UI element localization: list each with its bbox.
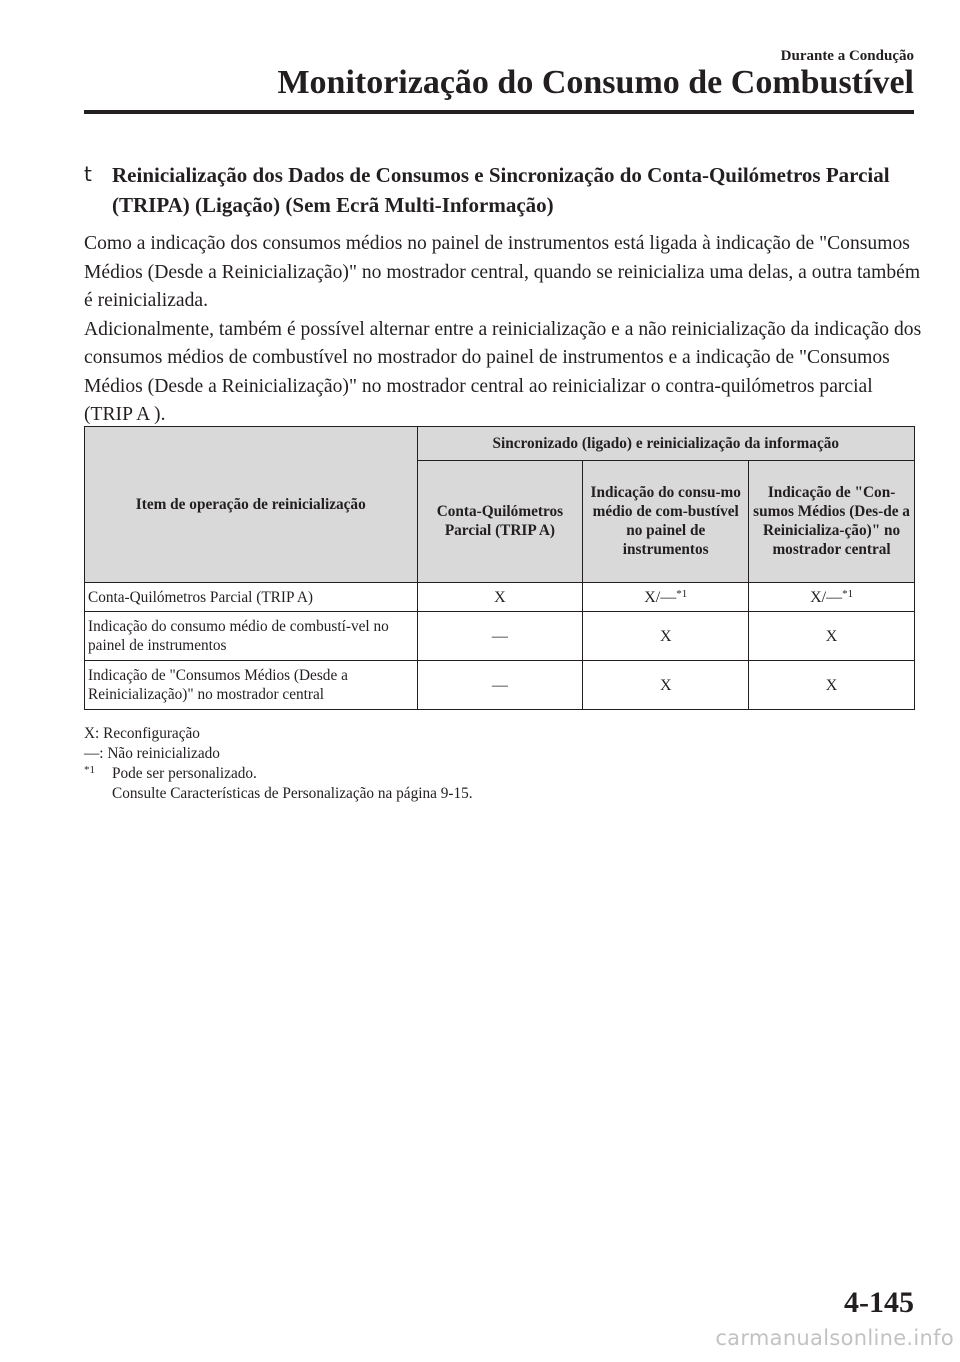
row-label: Indicação do consumo médio de combustí-vel no painel de instrumentos xyxy=(85,612,418,661)
cell-value: X xyxy=(749,612,915,661)
table-row xyxy=(85,661,915,710)
body-text xyxy=(84,230,924,430)
footnote xyxy=(84,764,784,784)
reset-sync-table xyxy=(84,426,915,710)
section-label: Durante a Condução xyxy=(780,48,914,64)
page-number: 4-145 xyxy=(844,1286,914,1319)
section-heading: Reinicialização dos Dados de Consumos e Sincronização do Conta-Quilómetros Parcial (TRIPA) (Ligação) (Sem Ecrã Multi-Informação) xyxy=(112,163,890,217)
footnote-ref: *1 xyxy=(842,587,854,600)
cell-value: — xyxy=(417,612,583,661)
footnote-text: Pode ser personalizado. xyxy=(112,765,257,782)
cell-value: X/—$^{*1}$ xyxy=(749,583,915,612)
cell-value: X xyxy=(749,661,915,710)
cell-value: X/—$^{*1}$ xyxy=(583,583,749,612)
header-divider xyxy=(84,110,914,114)
row-label: Indicação de "Consumos Médios (Desde a Reinicialização)" no mostrador central xyxy=(85,661,418,710)
cell-value: X xyxy=(417,583,583,612)
header-operation-item: Item de operação de reinicialização xyxy=(85,427,418,583)
row-label: Conta-Quilómetros Parcial (TRIP A) xyxy=(85,583,418,612)
footnote-ref: *1 xyxy=(676,587,688,600)
paragraph-2: Adicionalmente, também é possível alternar entre a reinicialização e a não reinicialização da indicação dos consumos médios de combustível no mostrador do painel de instrumentos e a indicação de "Consumos Médios (Desde a Reinicialização)" no mostrador central ao reinicializar o contra-quilómetros parcial (TRIP A ). xyxy=(84,318,922,425)
section-marker-icon: t xyxy=(84,162,92,186)
footnote-mark: *1 xyxy=(84,764,95,776)
legend-dash: —: Não reinicializado xyxy=(84,745,220,762)
header-trip-a: Conta-Quilómetros Parcial (TRIP A) xyxy=(417,460,583,582)
footnote-reference: Consulte Características de Personalização na página 9-15. xyxy=(112,785,473,802)
page-title: Monitorização do Consumo de Combustível xyxy=(277,64,914,101)
cell-value: X xyxy=(583,661,749,710)
legend-x: X: Reconfiguração xyxy=(84,725,200,742)
cell-value: — xyxy=(417,661,583,710)
paragraph-1: Como a indicação dos consumos médios no painel de instrumentos está ligada à indicação de "Consumos Médios (Desde a Reinicialização)" no mostrador central, quando se reinicializa uma delas, a outra também é reinicializada. xyxy=(84,233,921,311)
table-row xyxy=(85,583,915,612)
header-center-display: Indicação de "Con-sumos Médios (Des-de a Reinicializa-ção)" no mostrador central xyxy=(749,460,915,582)
cell-value: X xyxy=(583,612,749,661)
header-sync-group: Sincronizado (ligado) e reinicialização da informação xyxy=(417,427,915,461)
table-row xyxy=(85,612,915,661)
table-notes xyxy=(84,724,784,804)
header-instrument-panel: Indicação do consu-mo médio de com-bustível no painel de instrumentos xyxy=(583,460,749,582)
table-header-row xyxy=(85,427,915,461)
watermark: carmanualsonline.info xyxy=(715,1326,954,1350)
